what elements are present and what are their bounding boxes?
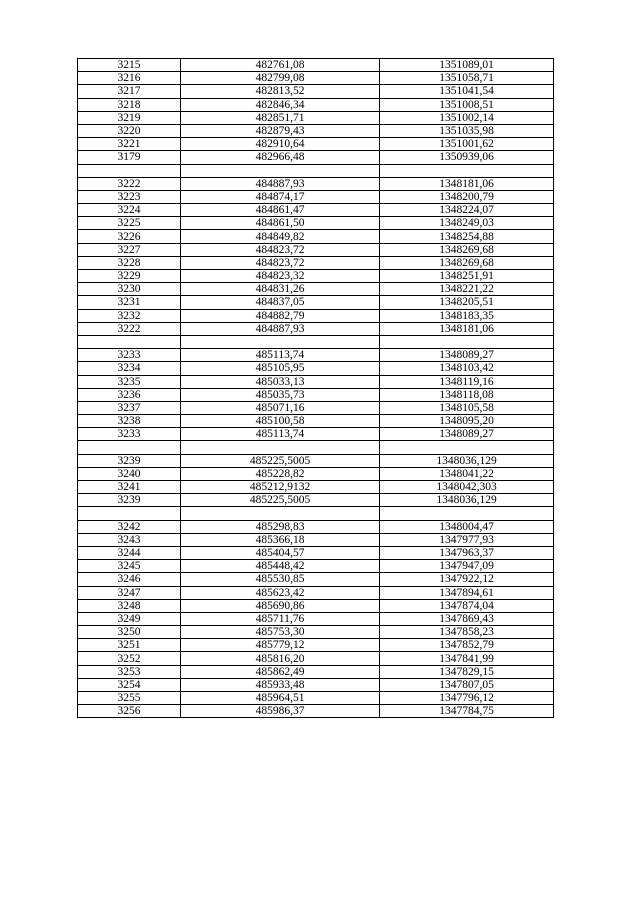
point-number-cell: 3222	[78, 177, 181, 190]
table-row	[78, 138, 554, 151]
point-number-cell: 3246	[78, 573, 181, 586]
y-coordinate-cell: 1347807,05	[380, 678, 554, 691]
x-coordinate-cell: 485530,85	[181, 573, 380, 586]
table-row	[78, 454, 554, 467]
point-number-cell: 3252	[78, 652, 181, 665]
x-coordinate-cell: 484823,72	[181, 256, 380, 269]
x-coordinate-cell: 485228,82	[181, 467, 380, 480]
x-coordinate-cell: 482846,34	[181, 98, 380, 111]
point-number-cell: 3242	[78, 520, 181, 533]
y-coordinate-cell: 1347894,61	[380, 586, 554, 599]
x-coordinate-cell: 484837,05	[181, 296, 380, 309]
point-number-cell	[78, 441, 181, 454]
point-number-cell	[78, 507, 181, 520]
y-coordinate-cell: 1348036,129	[380, 454, 554, 467]
table-row	[78, 256, 554, 269]
y-coordinate-cell: 1348004,47	[380, 520, 554, 533]
x-coordinate-cell: 485623,42	[181, 586, 380, 599]
point-number-cell: 3215	[78, 59, 181, 72]
table-row	[78, 217, 554, 230]
x-coordinate-cell: 484874,17	[181, 190, 380, 203]
point-number-cell: 3255	[78, 692, 181, 705]
point-number-cell: 3233	[78, 349, 181, 362]
table-row	[78, 243, 554, 256]
point-number-cell: 3237	[78, 401, 181, 414]
point-number-cell: 3224	[78, 204, 181, 217]
y-coordinate-cell: 1348251,91	[380, 270, 554, 283]
coordinates-table-body	[78, 59, 554, 718]
x-coordinate-cell: 482966,48	[181, 151, 380, 164]
y-coordinate-cell	[380, 441, 554, 454]
table-row	[78, 124, 554, 137]
point-number-cell: 3232	[78, 309, 181, 322]
table-row	[78, 520, 554, 533]
y-coordinate-cell: 1348041,22	[380, 467, 554, 480]
y-coordinate-cell: 1351041,54	[380, 85, 554, 98]
table-row	[78, 494, 554, 507]
y-coordinate-cell: 1348181,06	[380, 322, 554, 335]
table-row	[78, 626, 554, 639]
x-coordinate-cell: 485366,18	[181, 533, 380, 546]
point-number-cell	[78, 335, 181, 348]
table-row	[78, 705, 554, 718]
point-number-cell: 3217	[78, 85, 181, 98]
x-coordinate-cell: 484823,32	[181, 270, 380, 283]
y-coordinate-cell: 1348224,07	[380, 204, 554, 217]
y-coordinate-cell: 1347858,23	[380, 626, 554, 639]
y-coordinate-cell: 1351008,51	[380, 98, 554, 111]
y-coordinate-cell: 1348249,03	[380, 217, 554, 230]
point-number-cell: 3244	[78, 546, 181, 559]
table-row	[78, 612, 554, 625]
x-coordinate-cell: 485212,9132	[181, 481, 380, 494]
table-row	[78, 665, 554, 678]
table-row	[78, 59, 554, 72]
table-row	[78, 599, 554, 612]
table-row	[78, 309, 554, 322]
y-coordinate-cell: 1348118,08	[380, 388, 554, 401]
y-coordinate-cell: 1351058,71	[380, 72, 554, 85]
table-row	[78, 560, 554, 573]
point-number-cell: 3251	[78, 639, 181, 652]
point-number-cell: 3243	[78, 533, 181, 546]
x-coordinate-cell: 485225,5005	[181, 494, 380, 507]
y-coordinate-cell: 1348042,303	[380, 481, 554, 494]
table-row	[78, 296, 554, 309]
y-coordinate-cell: 1347874,04	[380, 599, 554, 612]
x-coordinate-cell: 485862,49	[181, 665, 380, 678]
y-coordinate-cell: 1351001,62	[380, 138, 554, 151]
point-number-cell: 3235	[78, 375, 181, 388]
point-number-cell: 3233	[78, 428, 181, 441]
y-coordinate-cell: 1348105,58	[380, 401, 554, 414]
x-coordinate-cell	[181, 164, 380, 177]
y-coordinate-cell: 1351035,98	[380, 124, 554, 137]
y-coordinate-cell: 1347784,75	[380, 705, 554, 718]
table-row	[78, 204, 554, 217]
table-row	[78, 151, 554, 164]
x-coordinate-cell: 482879,43	[181, 124, 380, 137]
table-row	[78, 428, 554, 441]
y-coordinate-cell: 1347963,37	[380, 546, 554, 559]
separator-row	[78, 441, 554, 454]
table-row	[78, 72, 554, 85]
point-number-cell: 3179	[78, 151, 181, 164]
y-coordinate-cell: 1347852,79	[380, 639, 554, 652]
table-row	[78, 388, 554, 401]
x-coordinate-cell: 485071,16	[181, 401, 380, 414]
y-coordinate-cell: 1348269,68	[380, 243, 554, 256]
table-row	[78, 639, 554, 652]
point-number-cell: 3216	[78, 72, 181, 85]
point-number-cell: 3253	[78, 665, 181, 678]
table-row	[78, 401, 554, 414]
x-coordinate-cell: 485225,5005	[181, 454, 380, 467]
x-coordinate-cell: 484861,47	[181, 204, 380, 217]
table-row	[78, 481, 554, 494]
x-coordinate-cell: 484861,50	[181, 217, 380, 230]
table-row	[78, 652, 554, 665]
y-coordinate-cell: 1351002,14	[380, 111, 554, 124]
point-number-cell: 3222	[78, 322, 181, 335]
y-coordinate-cell: 1348089,27	[380, 428, 554, 441]
x-coordinate-cell: 484887,93	[181, 322, 380, 335]
point-number-cell: 3220	[78, 124, 181, 137]
coordinates-table	[77, 58, 554, 718]
point-number-cell: 3248	[78, 599, 181, 612]
table-row	[78, 467, 554, 480]
y-coordinate-cell	[380, 507, 554, 520]
x-coordinate-cell: 485753,30	[181, 626, 380, 639]
point-number-cell	[78, 164, 181, 177]
point-number-cell: 3238	[78, 415, 181, 428]
x-coordinate-cell: 484887,93	[181, 177, 380, 190]
point-number-cell: 3227	[78, 243, 181, 256]
point-number-cell: 3239	[78, 494, 181, 507]
point-number-cell: 3225	[78, 217, 181, 230]
y-coordinate-cell: 1348095,20	[380, 415, 554, 428]
x-coordinate-cell: 485404,57	[181, 546, 380, 559]
point-number-cell: 3228	[78, 256, 181, 269]
y-coordinate-cell: 1351089,01	[380, 59, 554, 72]
table-row	[78, 415, 554, 428]
x-coordinate-cell: 482813,52	[181, 85, 380, 98]
y-coordinate-cell: 1348221,22	[380, 283, 554, 296]
y-coordinate-cell: 1350939,06	[380, 151, 554, 164]
y-coordinate-cell: 1347841,99	[380, 652, 554, 665]
x-coordinate-cell: 485113,74	[181, 428, 380, 441]
point-number-cell: 3249	[78, 612, 181, 625]
table-row	[78, 85, 554, 98]
y-coordinate-cell: 1347869,43	[380, 612, 554, 625]
x-coordinate-cell: 485779,12	[181, 639, 380, 652]
x-coordinate-cell: 485033,13	[181, 375, 380, 388]
table-row	[78, 98, 554, 111]
point-number-cell: 3221	[78, 138, 181, 151]
y-coordinate-cell: 1348269,68	[380, 256, 554, 269]
x-coordinate-cell: 485964,51	[181, 692, 380, 705]
table-row	[78, 375, 554, 388]
point-number-cell: 3250	[78, 626, 181, 639]
point-number-cell: 3226	[78, 230, 181, 243]
table-row	[78, 546, 554, 559]
point-number-cell: 3256	[78, 705, 181, 718]
x-coordinate-cell: 484831,26	[181, 283, 380, 296]
x-coordinate-cell: 482851,71	[181, 111, 380, 124]
point-number-cell: 3239	[78, 454, 181, 467]
y-coordinate-cell: 1347796,12	[380, 692, 554, 705]
y-coordinate-cell: 1347829,15	[380, 665, 554, 678]
x-coordinate-cell: 485933,48	[181, 678, 380, 691]
x-coordinate-cell: 485986,37	[181, 705, 380, 718]
x-coordinate-cell: 485105,95	[181, 362, 380, 375]
x-coordinate-cell	[181, 441, 380, 454]
x-coordinate-cell: 485448,42	[181, 560, 380, 573]
point-number-cell: 3223	[78, 190, 181, 203]
y-coordinate-cell	[380, 335, 554, 348]
point-number-cell: 3231	[78, 296, 181, 309]
point-number-cell: 3218	[78, 98, 181, 111]
x-coordinate-cell: 484823,72	[181, 243, 380, 256]
point-number-cell: 3234	[78, 362, 181, 375]
y-coordinate-cell: 1347947,09	[380, 560, 554, 573]
point-number-cell: 3229	[78, 270, 181, 283]
x-coordinate-cell: 485690,86	[181, 599, 380, 612]
point-number-cell: 3245	[78, 560, 181, 573]
x-coordinate-cell: 485298,83	[181, 520, 380, 533]
x-coordinate-cell: 485113,74	[181, 349, 380, 362]
y-coordinate-cell	[380, 164, 554, 177]
x-coordinate-cell: 485035,73	[181, 388, 380, 401]
point-number-cell: 3241	[78, 481, 181, 494]
point-number-cell: 3240	[78, 467, 181, 480]
x-coordinate-cell: 482799,08	[181, 72, 380, 85]
table-row	[78, 177, 554, 190]
y-coordinate-cell: 1348181,06	[380, 177, 554, 190]
x-coordinate-cell: 484882,79	[181, 309, 380, 322]
table-row	[78, 533, 554, 546]
table-row	[78, 283, 554, 296]
table-row	[78, 322, 554, 335]
table-row	[78, 230, 554, 243]
point-number-cell: 3247	[78, 586, 181, 599]
table-row	[78, 678, 554, 691]
y-coordinate-cell: 1348036,129	[380, 494, 554, 507]
y-coordinate-cell: 1348183,35	[380, 309, 554, 322]
y-coordinate-cell: 1348200,79	[380, 190, 554, 203]
x-coordinate-cell	[181, 335, 380, 348]
y-coordinate-cell: 1347977,93	[380, 533, 554, 546]
x-coordinate-cell: 482761,08	[181, 59, 380, 72]
y-coordinate-cell: 1348119,16	[380, 375, 554, 388]
table-row	[78, 362, 554, 375]
separator-row	[78, 335, 554, 348]
y-coordinate-cell: 1348089,27	[380, 349, 554, 362]
point-number-cell: 3219	[78, 111, 181, 124]
table-row	[78, 586, 554, 599]
table-row	[78, 349, 554, 362]
x-coordinate-cell: 484849,82	[181, 230, 380, 243]
y-coordinate-cell: 1348205,51	[380, 296, 554, 309]
y-coordinate-cell: 1348103,42	[380, 362, 554, 375]
x-coordinate-cell: 485711,76	[181, 612, 380, 625]
point-number-cell: 3230	[78, 283, 181, 296]
x-coordinate-cell	[181, 507, 380, 520]
table-row	[78, 270, 554, 283]
table-row	[78, 692, 554, 705]
x-coordinate-cell: 482910,64	[181, 138, 380, 151]
table-row	[78, 573, 554, 586]
table-row	[78, 111, 554, 124]
point-number-cell: 3254	[78, 678, 181, 691]
separator-row	[78, 507, 554, 520]
table-row	[78, 190, 554, 203]
y-coordinate-cell: 1348254,88	[380, 230, 554, 243]
x-coordinate-cell: 485816,20	[181, 652, 380, 665]
y-coordinate-cell: 1347922,12	[380, 573, 554, 586]
point-number-cell: 3236	[78, 388, 181, 401]
separator-row	[78, 164, 554, 177]
x-coordinate-cell: 485100,58	[181, 415, 380, 428]
